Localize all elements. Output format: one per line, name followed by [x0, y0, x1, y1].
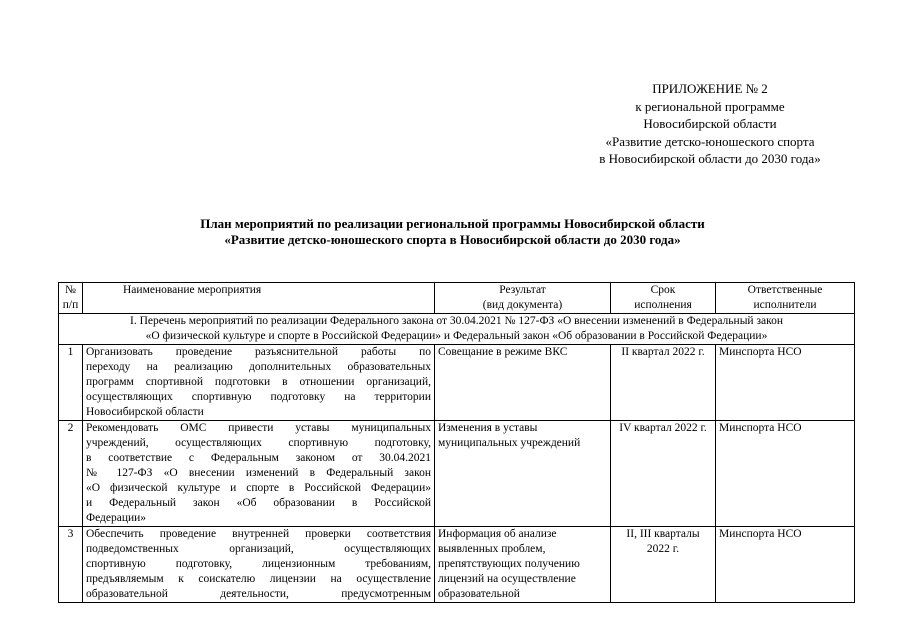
row-name: Обеспечить проведение внутренней проверки соответствия подведомственных организаций, осуществляющих спортивную подготовку, лицензионным требованиям, предъявляемым к соискателю лицензии на осуществление образовательной деятельности, предусмотренным [83, 527, 435, 603]
title-line-1: План мероприятий по реализации региональной программы Новосибирской области [200, 216, 705, 231]
title-line-2: «Развитие детско-юношеского спорта в Новосибирской области до 2030 года» [224, 232, 681, 247]
appendix-line: ПРИЛОЖЕНИЕ № 2 [652, 81, 768, 96]
appendix-line: в Новосибирской области до 2030 года» [599, 151, 821, 166]
row-result: Совещание в режиме ВКС [435, 345, 611, 421]
header-num: № п/п [59, 283, 83, 314]
section-heading: I. Перечень мероприятий по реализации Федерального закона от 30.04.2021 № 127-ФЗ «О внесении изменений в Федеральный закон «О физической культуре и спорте в Российской Федерации» и Федеральный закон «Об образовании в Российской Федерации» [59, 314, 855, 345]
header-name: Наименование мероприятия [83, 283, 435, 314]
table-row [59, 345, 855, 421]
header-term: Срок исполнения [611, 283, 716, 314]
row-responsible: Минспорта НСО [716, 527, 855, 603]
row-responsible: Минспорта НСО [716, 421, 855, 527]
row-term: II, III кварталы 2022 г. [611, 527, 716, 603]
header-result: Результат (вид документа) [435, 283, 611, 314]
row-name: Организовать проведение разъяснительной работы по переходу на реализацию дополнительных образовательных программ спортивной подготовки в отношении организаций, осуществляющих спортивную подготовку на территории Новосибирской области [83, 345, 435, 421]
row-responsible: Минспорта НСО [716, 345, 855, 421]
appendix-line: «Развитие детско-юношеского спорта [605, 133, 815, 149]
table-row [59, 421, 855, 527]
row-num: 2 [59, 421, 83, 527]
row-num: 3 [59, 527, 83, 603]
appendix-line: Новосибирской области [643, 116, 777, 131]
row-num: 1 [59, 345, 83, 421]
row-name: Рекомендовать ОМС привести уставы муниципальных учреждений, осуществляющих спортивную подготовку, в соответствие с Федеральным законом от 30.04.2021 № 127-ФЗ «О внесении изменений в Федеральный закон «О физической культуре и спорте в Российской Федерации» и Федеральный закон «Об образовании в Российской Федерации» [83, 421, 435, 527]
action-plan-table [58, 282, 855, 603]
row-term: II квартал 2022 г. [611, 345, 716, 421]
appendix-header [560, 80, 860, 168]
table-header-row [59, 283, 855, 314]
row-result: Изменения в уставы муниципальных учреждений [435, 421, 611, 527]
appendix-line: к региональной программе [635, 98, 785, 114]
table-row [59, 527, 855, 603]
row-term: IV квартал 2022 г. [611, 421, 716, 527]
section-row [59, 314, 855, 345]
document-title [0, 216, 905, 248]
header-responsible: Ответственные исполнители [716, 283, 855, 314]
row-result: Информация об анализе выявленных проблем, препятствующих получению лицензий на осуществление образовательной [435, 527, 611, 603]
